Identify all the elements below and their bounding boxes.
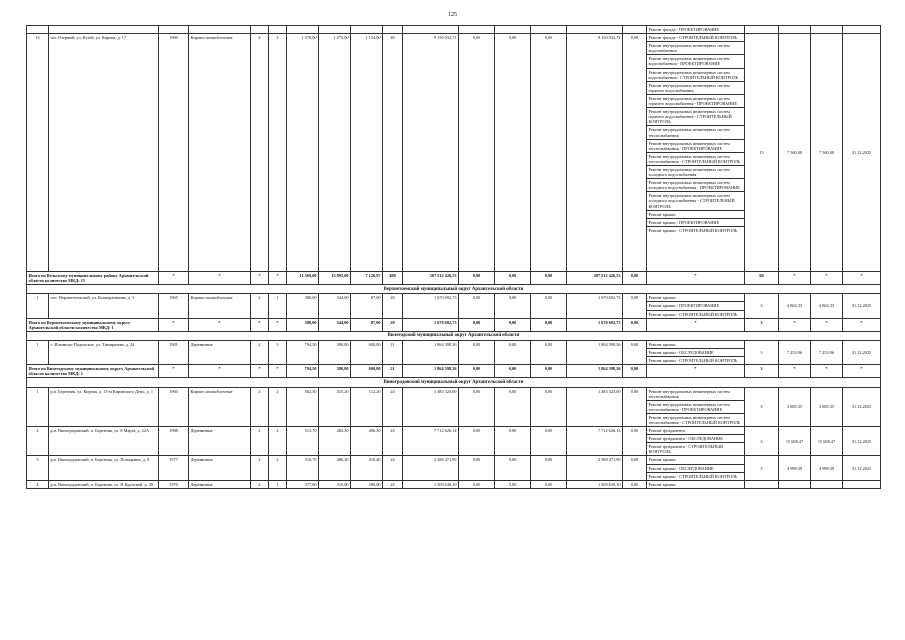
star: * xyxy=(811,365,843,378)
work-qty: 60 xyxy=(745,272,779,285)
work-list xyxy=(647,340,745,364)
star: * xyxy=(269,318,287,331)
area-total: 1 370,00 xyxy=(287,34,319,272)
district-band xyxy=(27,378,881,387)
residents: 21 xyxy=(383,365,403,378)
cost-fund: 0,00 xyxy=(459,456,495,480)
work-type: Ремонт крыши xyxy=(647,456,744,464)
cost-region: 0,00 xyxy=(495,318,531,331)
work-type: Ремонт крыши xyxy=(647,211,744,219)
star: * xyxy=(189,272,251,285)
limit-cost: 7 560,00 xyxy=(811,34,843,272)
star: * xyxy=(159,365,189,378)
cost-total: 9 150 032,71 xyxy=(403,34,459,272)
deadline: 31.12.2025 xyxy=(843,427,881,456)
deadline: 31.12.2025 xyxy=(843,34,881,272)
entrances: 2 xyxy=(269,387,287,427)
cost-fund: 0,00 xyxy=(459,387,495,427)
limit-cost: 7 253,96 xyxy=(811,340,843,364)
area-living: 1 154,00 xyxy=(351,34,383,272)
work-type: Ремонт крыши - СТРОИТЕЛЬНЫЙ КОНТРОЛЬ xyxy=(648,358,738,364)
residents: 24 xyxy=(383,456,403,480)
work-type: Ремонт внутридомовых инженерных систем теплоснабжения xyxy=(647,388,744,401)
cost-fund: 0,00 xyxy=(459,34,495,272)
star: * xyxy=(269,365,287,378)
work-type: Ремонт крыши xyxy=(647,341,744,349)
work-type: Ремонт внутридомовых инженерных систем холодного водоснабжения - СТРОИТЕЛЬНЫЙ КОНТРОЛЬ xyxy=(647,192,744,210)
work-type: Ремонт фундамента - СТРОИТЕЛЬНЫЙ КОНТРОЛЬ xyxy=(648,444,724,455)
total-label: Итого по Вельскому муниципальному району Архангельской области количество МКД: 15 xyxy=(27,272,159,285)
work-type: Ремонт внутридомовых инженерных систем теплоснабжения - СТРОИТЕЛЬНЫЙ КОНТРОЛЬ xyxy=(648,414,741,425)
star: * xyxy=(811,272,843,285)
row-number: 15 xyxy=(27,34,49,272)
wall-material: Кирпич шлакоблочные xyxy=(189,34,251,272)
cost-total: 1 483 323,00 xyxy=(403,387,459,427)
row-number: 1 xyxy=(27,340,49,364)
wall-material: Деревянные xyxy=(189,480,251,488)
cost-region: 0,00 xyxy=(495,365,531,378)
work-type: Ремонт внутридомовых инженерных систем горячего водоснабжения xyxy=(647,82,744,95)
star: * xyxy=(159,272,189,285)
cost-total: 307 512 426,53 xyxy=(403,272,459,285)
cost-municipal: 0,00 xyxy=(531,456,567,480)
work-type: Ремонт внутридомовых инженерных систем водоснабжения xyxy=(647,42,744,55)
star: * xyxy=(189,365,251,378)
work-type: Ремонт крыши - СТРОИТЕЛЬНЫЙ КОНТРОЛЬ xyxy=(648,227,738,233)
area-total: 513,70 xyxy=(287,427,319,456)
work-qty: 3 xyxy=(745,340,779,364)
area-total: 380,00 xyxy=(287,318,319,331)
work-type: Ремонт внутридомовых инженерных систем холодного водоснабжения xyxy=(647,166,744,179)
area-total: 377,60 xyxy=(287,480,319,488)
residents: 24 xyxy=(383,480,403,488)
star: * xyxy=(251,272,269,285)
row-number: 1 xyxy=(27,387,49,427)
year: 1988 xyxy=(159,427,189,456)
year: 1965 xyxy=(159,294,189,318)
table-row xyxy=(27,427,881,456)
area-total: 380,00 xyxy=(287,294,319,318)
area-living: 280,00 xyxy=(351,480,383,488)
unit-cost: 7 253,96 xyxy=(779,340,811,364)
entrances: 1 xyxy=(269,294,287,318)
cost-total: 7 712 626,14 xyxy=(403,427,459,456)
work-type: Ремонт внутридомовых инженерных систем водоснабжения - ПРОЕКТИРОВАНИЕ xyxy=(647,55,744,68)
cost-region: 0,00 xyxy=(495,294,531,318)
address: р.п. Виноградовский, п. Березник, ул. 8 Марта, д. 22А xyxy=(49,427,159,456)
cost-fund: 0,00 xyxy=(459,480,495,488)
table-row xyxy=(27,294,881,318)
work-list xyxy=(647,34,745,272)
year: 1960 xyxy=(159,34,189,272)
area-living: 410,40 xyxy=(351,456,383,480)
area-total: 794,50 xyxy=(287,340,319,364)
total-row xyxy=(27,318,881,331)
district-title: Вилегодский муниципальный округ Архангельской области xyxy=(27,331,881,340)
row-number: 3 xyxy=(27,456,49,480)
area-living: 600,00 xyxy=(351,340,383,364)
work-type: Ремонт крыши - ПРОЕКТИРОВАНИЕ xyxy=(647,219,744,227)
work-qty: 3 xyxy=(745,294,779,318)
table-row xyxy=(27,480,881,488)
address: пос.Озерный, ул. Кутей, ул. Кирова, д. 17 xyxy=(49,34,159,272)
cost-total: 2 388 471,99 xyxy=(403,456,459,480)
area-residential: 415,20 xyxy=(319,387,351,427)
star: * xyxy=(189,318,251,331)
area-total: 510,70 xyxy=(287,456,319,480)
floors: 2 xyxy=(251,340,269,364)
residents: 24 xyxy=(383,427,403,456)
address: р.п. Березник, ул. Кирова, д. 15-м Кировского Депо, д. 1 xyxy=(49,387,159,427)
cost-owners: 1 864 398,36 xyxy=(567,340,623,364)
work-qty: 15 xyxy=(745,34,779,272)
cost-other: 0,00 xyxy=(623,480,647,488)
area-living: 406,30 xyxy=(351,427,383,456)
star: * xyxy=(843,272,881,285)
cost-fund: 0,00 xyxy=(459,340,495,364)
cost-owners: 1 864 398,36 xyxy=(567,365,623,378)
entrances: 2 xyxy=(269,427,287,456)
work-type: Ремонт крыши - ОБСЛЕДОВАНИЕ xyxy=(647,349,744,357)
entrances: 1 xyxy=(269,480,287,488)
wall-material: Кирпич шлакоблочные xyxy=(189,294,251,318)
star: * xyxy=(647,318,745,331)
cost-owners: 1 309 630,10 xyxy=(567,480,623,488)
residents: 40 xyxy=(383,34,403,272)
wall-material: Деревянные xyxy=(189,427,251,456)
cost-fund: 0,00 xyxy=(459,294,495,318)
cost-owners: 1 483 323,00 xyxy=(567,387,623,427)
year: 1976 xyxy=(159,480,189,488)
work-type: Ремонт внутридомовых инженерных систем водоснабжения - СТРОИТЕЛЬНЫЙ КОНТРОЛЬ xyxy=(647,69,744,82)
wall-material: Деревянные xyxy=(189,340,251,364)
wall-material: Деревянные xyxy=(189,456,251,480)
area-residential: 15 092,00 xyxy=(319,272,351,285)
work-qty: 3 xyxy=(745,318,779,331)
work-type: Ремонт крыши - ПРОЕКТИРОВАНИЕ xyxy=(647,302,744,310)
work-type: Ремонт внутридомовых инженерных систем холодного водоснабжения - ПРОЕКТИРОВАНИЕ xyxy=(647,179,744,192)
entrances: 3 xyxy=(269,340,287,364)
area-living: 600,00 xyxy=(351,365,383,378)
cost-fund: 0,00 xyxy=(459,365,495,378)
area-living: 87,00 xyxy=(351,318,383,331)
work-type: Ремонт внутридомовых инженерных систем теплоснабжения - СТРОИТЕЛЬНЫЙ КОНТРОЛЬ xyxy=(647,153,744,166)
area-residential: 310,00 xyxy=(319,480,351,488)
work-list xyxy=(647,387,745,427)
cost-owners: 7 712 626,14 xyxy=(567,427,623,456)
cost-region: 0,00 xyxy=(495,272,531,285)
work-type: Ремонт крыши xyxy=(647,480,745,488)
work-type: Ремонт внутридомовых инженерных систем теплоснабжения - ПРОЕКТИРОВАНИЕ xyxy=(647,401,744,414)
cost-owners: 2 388 471,99 xyxy=(567,456,623,480)
row-number: 4 xyxy=(27,480,49,488)
year: 1977 xyxy=(159,456,189,480)
table-row xyxy=(27,34,881,272)
district-band xyxy=(27,285,881,294)
total-row xyxy=(27,272,881,285)
area-residential: 480,30 xyxy=(319,456,351,480)
cost-owners: 1 670 692,73 xyxy=(567,318,623,331)
star: * xyxy=(647,365,745,378)
floors: 2 xyxy=(251,427,269,456)
district-title: Виноградовский муниципальный округ Архангельской области xyxy=(27,378,881,387)
cost-other: 0,00 xyxy=(623,318,647,331)
cost-region: 0,00 xyxy=(495,340,531,364)
entrances: 2 xyxy=(269,34,287,272)
floors: 2 xyxy=(251,456,269,480)
star: * xyxy=(843,365,881,378)
cost-other: 0,00 xyxy=(623,34,647,272)
cost-other: 0,00 xyxy=(623,294,647,318)
cost-other: 0,00 xyxy=(623,427,647,456)
area-total: 11 569,00 xyxy=(287,272,319,285)
residents: 480 xyxy=(383,272,403,285)
star: * xyxy=(811,318,843,331)
cost-municipal: 0,00 xyxy=(531,272,567,285)
limit-cost: 15 608,47 xyxy=(811,427,843,456)
cost-municipal: 0,00 xyxy=(531,340,567,364)
work-list xyxy=(647,456,745,480)
cost-region: 0,00 xyxy=(495,480,531,488)
star: * xyxy=(843,318,881,331)
star: * xyxy=(159,318,189,331)
work-type: Ремонт фундамента - ОБСЛЕДОВАНИЕ xyxy=(647,435,744,443)
cost-municipal: 0,00 xyxy=(531,294,567,318)
table-row xyxy=(27,387,881,427)
table-row xyxy=(27,456,881,480)
district-band xyxy=(27,331,881,340)
area-total: 794,50 xyxy=(287,365,319,378)
work-qty: 3 xyxy=(745,365,779,378)
cost-other: 0,00 xyxy=(623,387,647,427)
residents: 21 xyxy=(383,340,403,364)
work-type: Ремонт внутридомовых инженерных систем теплоснабжения xyxy=(647,126,744,139)
cost-total: 1 864 398,36 xyxy=(403,340,459,364)
unit-cost: 4 863,33 xyxy=(779,294,811,318)
address: пос. Верхнетоемский, ул. Кооперативная, д. 3 xyxy=(49,294,159,318)
floors: 4 xyxy=(251,34,269,272)
cost-owners: 1 670 692,73 xyxy=(567,294,623,318)
area-total: 562,30 xyxy=(287,387,319,427)
work-type: Ремонт крыши - СТРОИТЕЛЬНЫЙ КОНТРОЛЬ xyxy=(648,311,738,317)
work-type: Ремонт фасада - ПРОЕКТИРОВАНИЕ xyxy=(647,26,745,34)
unit-cost: 15 608,47 xyxy=(779,427,811,456)
cost-total: 1 670 692,73 xyxy=(403,318,459,331)
cost-municipal: 0,00 xyxy=(531,34,567,272)
work-type: Ремонт внутридомовых инженерных систем горячего водоснабжения - ПРОЕКТИРОВАНИЕ xyxy=(647,95,744,108)
star: * xyxy=(779,272,811,285)
star: * xyxy=(779,318,811,331)
cost-municipal: 0,00 xyxy=(531,365,567,378)
cost-region: 0,00 xyxy=(495,387,531,427)
area-residential: 380,00 xyxy=(319,340,351,364)
total-label: Итого по Верхнетоемскому муниципальному округу Архангельской области количество МКД: 1 xyxy=(27,318,159,331)
work-type: Ремонт крыши - ОБСЛЕДОВАНИЕ xyxy=(647,465,744,473)
area-living: 87,00 xyxy=(351,294,383,318)
cost-total: 1 864 398,36 xyxy=(403,365,459,378)
year: 1981 xyxy=(159,340,189,364)
total-label: Итого по Вилегодскому муниципальному округу Архангельской области количество МКД: 1 xyxy=(27,365,159,378)
deadline: 31.12.2025 xyxy=(843,387,881,427)
deadline: 31.12.2025 xyxy=(843,456,881,480)
address: р.п. Виноградовский, п. Березник, ул. Попадьина, д. 8 xyxy=(49,456,159,480)
entrances: 2 xyxy=(269,456,287,480)
area-living: 7 126,97 xyxy=(351,272,383,285)
cost-owners: 9 150 032,71 xyxy=(567,34,623,272)
work-type: Ремонт фундамента xyxy=(647,427,744,435)
year: 1960 xyxy=(159,387,189,427)
residents: 20 xyxy=(383,318,403,331)
work-type: Ремонт внутридомовых инженерных систем теплоснабжения - ПРОЕКТИРОВАНИЕ xyxy=(647,140,744,153)
work-qty: 3 xyxy=(745,456,779,480)
floors: 2 xyxy=(251,387,269,427)
work-list xyxy=(647,294,745,318)
row-number: 1 xyxy=(27,294,49,318)
limit-cost: 4 863,33 xyxy=(811,294,843,318)
star: * xyxy=(251,318,269,331)
cost-other: 0,00 xyxy=(623,365,647,378)
work-type: Ремонт крыши xyxy=(647,294,744,302)
work-type: Ремонт фасада - СТРОИТЕЛЬНЫЙ КОНТРОЛЬ xyxy=(647,34,744,42)
star: * xyxy=(251,365,269,378)
star: * xyxy=(779,365,811,378)
limit-cost: 4 988,38 xyxy=(811,456,843,480)
cost-municipal: 0,00 xyxy=(531,318,567,331)
page-number: 125 xyxy=(448,12,457,18)
work-qty: 3 xyxy=(745,427,779,456)
continuation-row xyxy=(27,26,881,34)
star: * xyxy=(647,272,745,285)
star: * xyxy=(269,272,287,285)
wall-material: Кирпич шлакоблочные xyxy=(189,387,251,427)
area-residential: 380,00 xyxy=(319,365,351,378)
cost-fund: 0,00 xyxy=(459,318,495,331)
address: с. Ильинско-Подомское, ул. Тимирязева, д. 24 xyxy=(49,340,159,364)
cost-other: 0,00 xyxy=(623,272,647,285)
area-residential: 344,00 xyxy=(319,294,351,318)
area-living: 112,20 xyxy=(351,387,383,427)
floors: 2 xyxy=(251,480,269,488)
cost-owners: 307 512 426,53 xyxy=(567,272,623,285)
work-type: Ремонт внутридомовых инженерных систем горячего водоснабжения - СТРОИТЕЛЬНЫЙ КОНТРОЛЬ xyxy=(647,108,744,126)
cost-other: 0,00 xyxy=(623,340,647,364)
table-row xyxy=(27,340,881,364)
limit-cost: 3 885,35 xyxy=(811,387,843,427)
residents: 20 xyxy=(383,294,403,318)
work-list xyxy=(647,427,745,456)
cost-total: 1 670 692,73 xyxy=(403,294,459,318)
cost-municipal: 0,00 xyxy=(531,387,567,427)
cost-fund: 0,00 xyxy=(459,427,495,456)
unit-cost: 7 560,00 xyxy=(779,34,811,272)
area-residential: 482,30 xyxy=(319,427,351,456)
floors: 2 xyxy=(251,294,269,318)
cost-total: 1 309 630,10 xyxy=(403,480,459,488)
deadline: 31.12.2025 xyxy=(843,340,881,364)
cost-fund: 0,00 xyxy=(459,272,495,285)
cost-region: 0,00 xyxy=(495,427,531,456)
work-qty: 3 xyxy=(745,387,779,427)
unit-cost: 4 988,38 xyxy=(779,456,811,480)
unit-cost: 3 885,35 xyxy=(779,387,811,427)
district-title: Верхнетоемский муниципальный округ Архангельской области xyxy=(27,285,881,294)
cost-region: 0,00 xyxy=(495,456,531,480)
area-residential: 344,00 xyxy=(319,318,351,331)
cost-municipal: 0,00 xyxy=(531,480,567,488)
row-number: 2 xyxy=(27,427,49,456)
capital-repair-table xyxy=(26,25,881,489)
deadline: 31.12.2025 xyxy=(843,294,881,318)
cost-municipal: 0,00 xyxy=(531,427,567,456)
address: р.п. Виноградовский, п. Березник, ул. П.Крупской, д. 39 xyxy=(49,480,159,488)
work-type: Ремонт крыши - СТРОИТЕЛЬНЫЙ КОНТРОЛЬ xyxy=(648,473,738,479)
area-residential: 1 275,00 xyxy=(319,34,351,272)
cost-region: 0,00 xyxy=(495,34,531,272)
cost-other: 0,00 xyxy=(623,456,647,480)
total-row xyxy=(27,365,881,378)
residents: 24 xyxy=(383,387,403,427)
